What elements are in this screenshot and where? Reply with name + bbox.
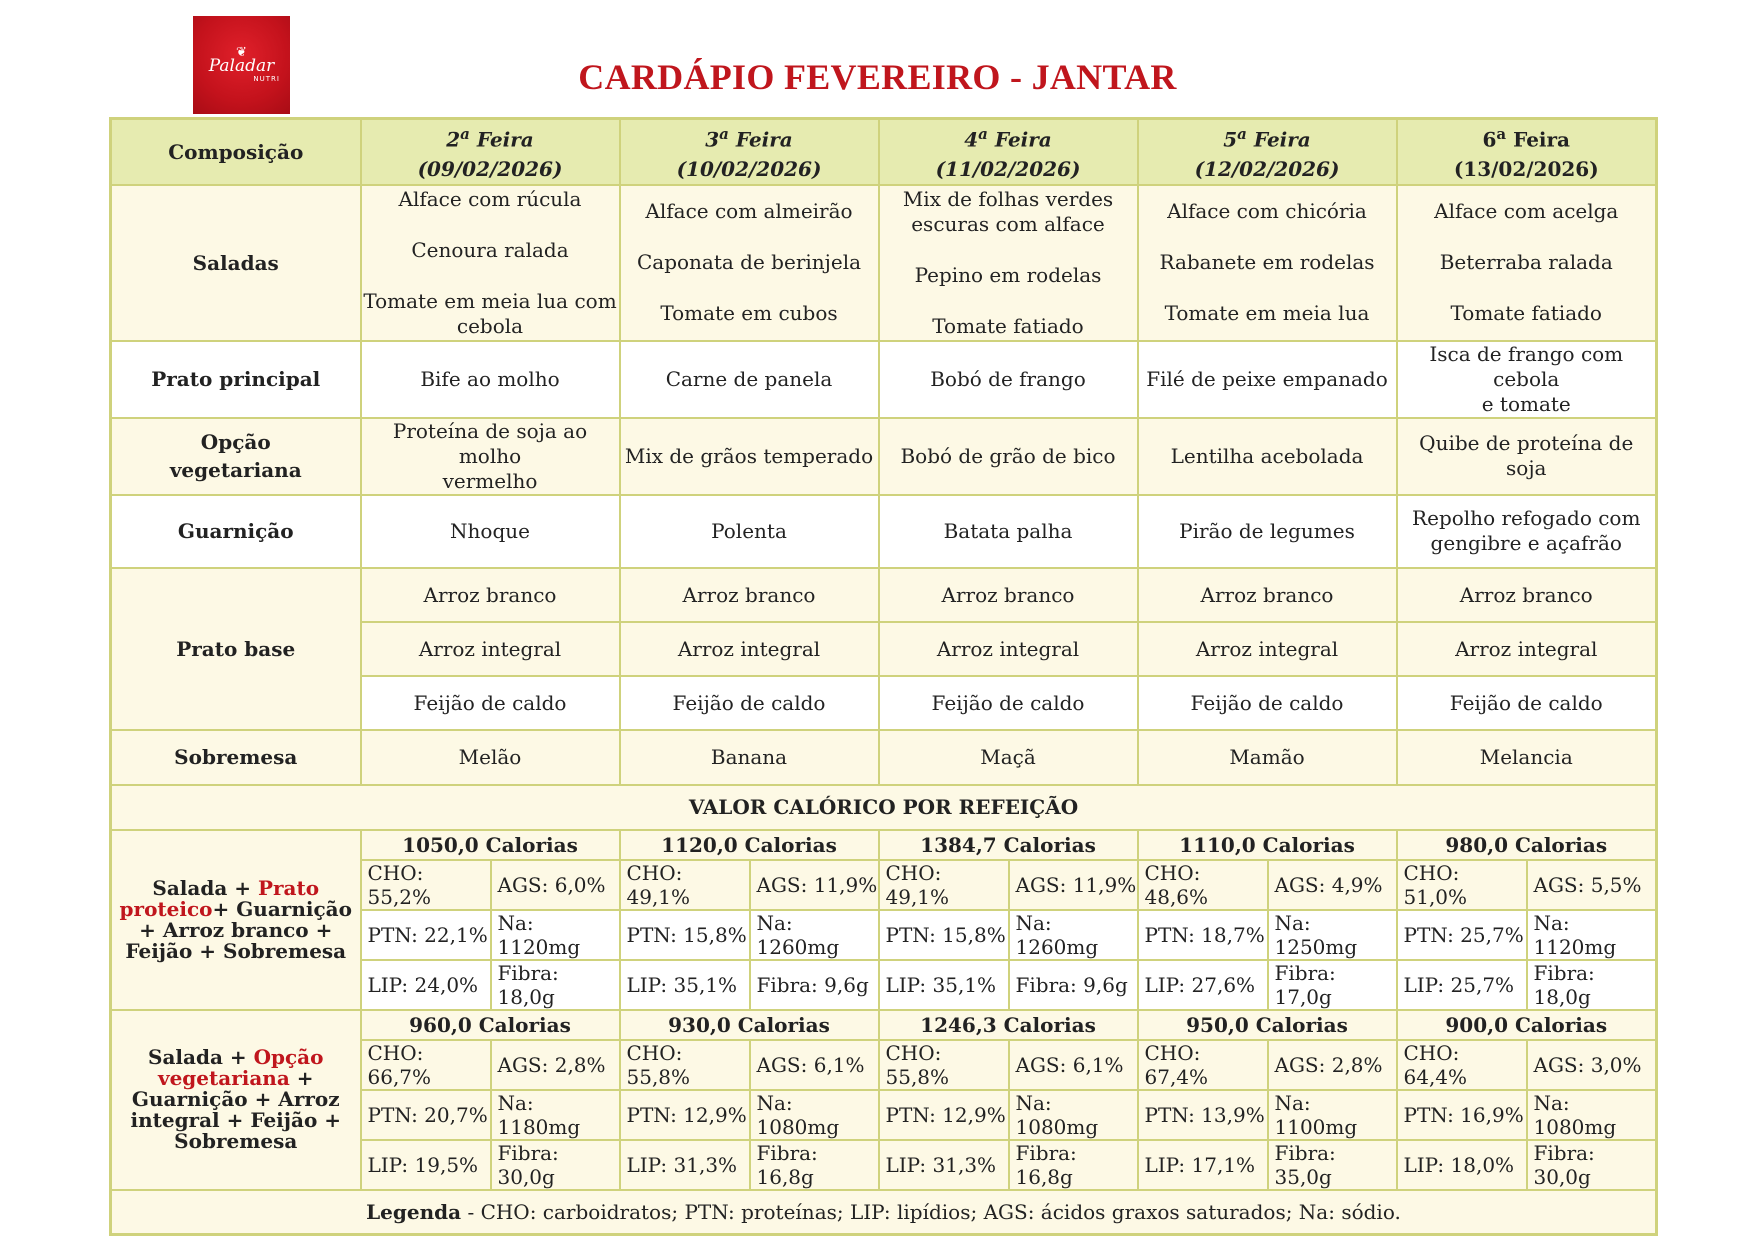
- nutrient-cho: CHO: 67,4%: [1138, 1040, 1268, 1090]
- day-word: Feira: [1246, 127, 1311, 152]
- row-label-text: Guarnição: [177, 519, 294, 544]
- page-title: CARDÁPIO FEVEREIRO - JANTAR: [578, 57, 1177, 97]
- opcao_vegetariana-line: Proteína de soja ao molho: [392, 418, 588, 468]
- leaf-icon: ❦: [236, 45, 247, 60]
- calories-cell: 1246,3 Calorias: [879, 1010, 1138, 1040]
- calories-cell: 1384,7 Calorias: [879, 830, 1138, 860]
- salad-item: Cenoura ralada: [411, 237, 569, 262]
- nutrient-ags: AGS: 2,8%: [491, 1040, 620, 1090]
- legend: [111, 1190, 1657, 1235]
- nutrient-ags: AGS: 11,9%: [750, 860, 879, 910]
- calories-cell: 930,0 Calorias: [620, 1010, 879, 1040]
- prato_principal-cell: [620, 341, 879, 418]
- salad-item: Tomate fatiado: [932, 313, 1084, 338]
- day-ordinal-sup: a: [978, 125, 988, 143]
- meal2-label: [111, 1010, 361, 1190]
- meal-label-text: + Guarnição + Arroz branco + Feijão + Sobremesa: [125, 896, 352, 963]
- prato_principal-cell: [361, 341, 620, 418]
- salad-cell: [361, 185, 620, 341]
- prato-base-cell: Arroz branco: [361, 568, 620, 622]
- nutrient-na: Na: 1080mg: [750, 1090, 879, 1140]
- salad-item: cebola: [456, 313, 524, 338]
- meal-label-text: Salada +: [152, 875, 258, 900]
- nutrient-cho: CHO: 51,0%: [1397, 860, 1527, 910]
- guarnicao-line: Nhoque: [450, 518, 530, 543]
- sobremesa-cell: Banana: [620, 730, 879, 785]
- nutrient-fibra: Fibra: 30,0g: [1527, 1140, 1657, 1190]
- prato_principal-cell: [1138, 341, 1397, 418]
- nutrient-na: Na: 1080mg: [1009, 1090, 1138, 1140]
- salad-cell: [1138, 185, 1397, 341]
- day-header: [620, 119, 879, 185]
- salad-item: Rabanete em rodelas: [1159, 250, 1375, 275]
- meal-label-highlight: Opção vegetariana: [157, 1045, 324, 1091]
- opcao_vegetariana-cell: [1138, 418, 1397, 495]
- nutrient-ags: AGS: 2,8%: [1268, 1040, 1397, 1090]
- opcao_vegetariana-line: Quibe de proteína de soja: [1419, 431, 1634, 481]
- salad-item: Alface com rúcula: [398, 186, 582, 211]
- nutrient-cho: CHO: 64,4%: [1397, 1040, 1527, 1090]
- day-date: (12/02/2026): [1194, 156, 1340, 181]
- nutrient-ags: AGS: 11,9%: [1009, 860, 1138, 910]
- calories-cell: 1050,0 Calorias: [361, 830, 620, 860]
- guarnicao-row: [111, 495, 1657, 568]
- prato-base-cell: Feijão de caldo: [1138, 676, 1397, 730]
- meal2-row: [111, 1010, 1657, 1040]
- nutrient-ptn: PTN: 12,9%: [879, 1090, 1009, 1140]
- row-label-guarnicao: [111, 495, 361, 568]
- guarnicao-cell: [1397, 495, 1657, 568]
- day-date: (11/02/2026): [935, 156, 1081, 181]
- nutrient-lip: LIP: 18,0%: [1397, 1140, 1527, 1190]
- nutrient-fibra: Fibra: 16,8g: [750, 1140, 879, 1190]
- nutrient-ptn: PTN: 15,8%: [620, 910, 750, 960]
- nutrient-lip: LIP: 27,6%: [1138, 960, 1268, 1010]
- sobremesa-row: [111, 730, 1657, 785]
- day-header: [879, 119, 1138, 185]
- salad-item: Beterraba ralada: [1439, 250, 1613, 275]
- nutrient-ags: AGS: 6,1%: [750, 1040, 879, 1090]
- header-row: [111, 119, 1657, 185]
- guarnicao-line: Repolho refogado com: [1412, 506, 1641, 531]
- prato-base-cell: Arroz integral: [1397, 622, 1657, 676]
- row-label-text: vegetariana: [169, 458, 302, 483]
- nutrient-ptn: PTN: 25,7%: [1397, 910, 1527, 960]
- prato_principal-line: Isca de frango com cebola: [1429, 341, 1624, 391]
- salad-item: Tomate em meia lua: [1164, 301, 1370, 326]
- sobremesa-cell: Maçã: [879, 730, 1138, 785]
- prato-base-cell: Arroz branco: [620, 568, 879, 622]
- salad-item: Tomate em cubos: [660, 301, 838, 326]
- nutrient-ags: AGS: 4,9%: [1268, 860, 1397, 910]
- guarnicao-cell: [620, 495, 879, 568]
- opcao-vegetariana-row: [111, 418, 1657, 495]
- nutrient-ags: AGS: 6,0%: [491, 860, 620, 910]
- nutrient-cho: CHO: 49,1%: [879, 860, 1009, 910]
- opcao_vegetariana-cell: [1397, 418, 1657, 495]
- legend-title: Legenda: [366, 1199, 462, 1224]
- saladas-row: [111, 185, 1657, 341]
- nutrient-fibra: Fibra: 35,0g: [1268, 1140, 1397, 1190]
- guarnicao-line: gengibre e açafrão: [1430, 531, 1622, 556]
- day-ordinal: 2: [446, 127, 461, 152]
- day-ordinal: 4: [964, 127, 979, 152]
- day-word: Feira: [728, 127, 793, 152]
- salad-cell: [620, 185, 879, 341]
- day-header: [1397, 119, 1657, 185]
- row-label-text: Opção: [200, 430, 271, 455]
- row-label-saladas: Saladas: [111, 185, 361, 341]
- nutrient-lip: LIP: 17,1%: [1138, 1140, 1268, 1190]
- nutrient-fibra: Fibra: 30,0g: [491, 1140, 620, 1190]
- nutrient-na: Na: 1260mg: [750, 910, 879, 960]
- prato-base-cell: Arroz branco: [1397, 568, 1657, 622]
- nutrient-ags: AGS: 3,0%: [1527, 1040, 1657, 1090]
- prato-base-cell: Feijão de caldo: [879, 676, 1138, 730]
- prato-base-cell: Arroz integral: [1138, 622, 1397, 676]
- nutrient-lip: LIP: 31,3%: [620, 1140, 750, 1190]
- legend-row: [111, 1190, 1657, 1235]
- row-label-prato_principal: [111, 341, 361, 418]
- day-ordinal: 3: [705, 127, 720, 152]
- sobremesa-cell: Melancia: [1397, 730, 1657, 785]
- nutrient-lip: LIP: 35,1%: [620, 960, 750, 1010]
- nutrient-lip: LIP: 19,5%: [361, 1140, 491, 1190]
- nutrient-fibra: Fibra: 9,6g: [750, 960, 879, 1010]
- nutrient-cho: CHO: 55,2%: [361, 860, 491, 910]
- calories-cell: 950,0 Calorias: [1138, 1010, 1397, 1040]
- logo-brand: Paladar: [208, 56, 275, 76]
- nutrient-cho: CHO: 49,1%: [620, 860, 750, 910]
- day-ordinal-sup: a: [1496, 125, 1507, 143]
- nutrient-cho: CHO: 55,8%: [620, 1040, 750, 1090]
- prato_principal-cell: [879, 341, 1138, 418]
- salad-item: Alface com acelga: [1434, 199, 1619, 224]
- prato-base-cell: Arroz branco: [879, 568, 1138, 622]
- opcao_vegetariana-cell: [361, 418, 620, 495]
- nutrient-fibra: Fibra: 17,0g: [1268, 960, 1397, 1010]
- calories-cell: 1110,0 Calorias: [1138, 830, 1397, 860]
- day-word: Feira: [1506, 127, 1571, 152]
- nutrient-na: Na: 1120mg: [1527, 910, 1657, 960]
- day-date: (13/02/2026): [1453, 156, 1599, 181]
- prato-base-cell: Arroz integral: [620, 622, 879, 676]
- salad-cell: [879, 185, 1138, 341]
- day-date: (09/02/2026): [417, 156, 563, 181]
- day-header: [1138, 119, 1397, 185]
- salad-item: Tomate fatiado: [1450, 301, 1602, 326]
- opcao_vegetariana-line: Mix de grãos temperado: [624, 443, 874, 468]
- row-label-sobremesa: Sobremesa: [111, 730, 361, 785]
- prato_principal-line: Bife ao molho: [420, 366, 560, 391]
- nutrient-ptn: PTN: 22,1%: [361, 910, 491, 960]
- nutrient-lip: LIP: 24,0%: [361, 960, 491, 1010]
- meal1-label: [111, 830, 361, 1010]
- calories-cell: 960,0 Calorias: [361, 1010, 620, 1040]
- prato-base-cell: Arroz branco: [1138, 568, 1397, 622]
- salad-item: Mix de folhas verdes: [902, 186, 1114, 211]
- day-ordinal: 5: [1223, 127, 1238, 152]
- nutrient-fibra: Fibra: 18,0g: [1527, 960, 1657, 1010]
- day-word: Feira: [469, 127, 534, 152]
- day-word: Feira: [987, 127, 1052, 152]
- logo-sub: NUTRI: [253, 75, 280, 83]
- opcao_vegetariana-line: Bobó de grão de bico: [900, 443, 1116, 468]
- nutrient-na: Na: 1260mg: [1009, 910, 1138, 960]
- salad-cell: [1397, 185, 1657, 341]
- row-label-prato-base: Prato base: [111, 568, 361, 730]
- prato-principal-row: [111, 341, 1657, 418]
- nutrient-lip: LIP: 25,7%: [1397, 960, 1527, 1010]
- nutrient-ptn: PTN: 20,7%: [361, 1090, 491, 1140]
- salad-item: Alface com almeirão: [645, 199, 853, 224]
- nutrient-na: Na: 1180mg: [491, 1090, 620, 1140]
- prato-base-cell: Feijão de caldo: [620, 676, 879, 730]
- salad-item: Pepino em rodelas: [914, 262, 1102, 287]
- prato_principal-line: Filé de peixe empanado: [1146, 366, 1388, 391]
- nutrient-fibra: Fibra: 18,0g: [491, 960, 620, 1010]
- nutrient-ptn: PTN: 16,9%: [1397, 1090, 1527, 1140]
- meal-label-highlight: Prato proteico: [119, 875, 320, 921]
- guarnicao-line: Polenta: [711, 518, 787, 543]
- opcao_vegetariana-cell: [620, 418, 879, 495]
- guarnicao-line: Batata palha: [943, 518, 1073, 543]
- day-ordinal: 6: [1482, 127, 1497, 152]
- prato_principal-cell: [1397, 341, 1657, 418]
- composicao-header: Composição: [111, 119, 361, 185]
- nutrient-ags: AGS: 6,1%: [1009, 1040, 1138, 1090]
- guarnicao-cell: [879, 495, 1138, 568]
- sobremesa-cell: Mamão: [1138, 730, 1397, 785]
- nutrient-na: Na: 1120mg: [491, 910, 620, 960]
- prato-base-cell: Feijão de caldo: [1397, 676, 1657, 730]
- meal-label-text: Salada +: [148, 1045, 254, 1070]
- nutrient-cho: CHO: 66,7%: [361, 1040, 491, 1090]
- row-label-opcao_vegetariana: [111, 418, 361, 495]
- prato_principal-line: Bobó de frango: [930, 366, 1086, 391]
- sobremesa-cell: Melão: [361, 730, 620, 785]
- day-date: (10/02/2026): [676, 156, 822, 181]
- guarnicao-cell: [361, 495, 620, 568]
- guarnicao-line: Pirão de legumes: [1179, 518, 1355, 543]
- prato_principal-line: e tomate: [1481, 391, 1571, 416]
- nutrient-ptn: PTN: 18,7%: [1138, 910, 1268, 960]
- meal-label-text: + Guarnição + Arroz integral + Feijão + Sobremesa: [130, 1066, 342, 1154]
- prato-base-cell: Arroz integral: [879, 622, 1138, 676]
- nutrient-ptn: PTN: 12,9%: [620, 1090, 750, 1140]
- nutrient-na: Na: 1250mg: [1268, 910, 1397, 960]
- prato-base-row: [111, 568, 1657, 622]
- opcao_vegetariana-line: vermelho: [442, 468, 538, 493]
- salad-item: Caponata de berinjela: [636, 250, 862, 275]
- day-header: [361, 119, 620, 185]
- salad-item: Tomate em meia lua com: [363, 288, 617, 313]
- nutrient-ptn: PTN: 15,8%: [879, 910, 1009, 960]
- prato_principal-line: Carne de panela: [665, 366, 833, 391]
- nutrient-lip: LIP: 31,3%: [879, 1140, 1009, 1190]
- guarnicao-cell: [1138, 495, 1397, 568]
- prato-base-cell: Feijão de caldo: [361, 676, 620, 730]
- nutrient-ags: AGS: 5,5%: [1527, 860, 1657, 910]
- opcao_vegetariana-line: Lentilha acebolada: [1170, 443, 1364, 468]
- row-label-text: Prato principal: [151, 367, 321, 392]
- prato-base-cell: Arroz integral: [361, 622, 620, 676]
- salad-item: Alface com chicória: [1167, 199, 1367, 224]
- legend-text: - CHO: carboidratos; PTN: proteínas; LIP: lipídios; AGS: ácidos graxos saturados; Na: sódio.: [461, 1199, 1401, 1224]
- nutrient-na: Na: 1100mg: [1268, 1090, 1397, 1140]
- nutrient-cho: CHO: 55,8%: [879, 1040, 1009, 1090]
- nutrient-lip: LIP: 35,1%: [879, 960, 1009, 1010]
- salad-item: escuras com alface: [911, 211, 1105, 236]
- opcao_vegetariana-cell: [879, 418, 1138, 495]
- calories-cell: 1120,0 Calorias: [620, 830, 879, 860]
- valor-calorico-row: [111, 785, 1657, 830]
- nutrient-na: Na: 1080mg: [1527, 1090, 1657, 1140]
- valor-calorico-title: VALOR CALÓRICO POR REFEIÇÃO: [111, 785, 1657, 830]
- nutrient-ptn: PTN: 13,9%: [1138, 1090, 1268, 1140]
- calories-cell: 980,0 Calorias: [1397, 830, 1657, 860]
- day-ordinal-sup: a: [460, 125, 470, 143]
- day-ordinal-sup: a: [1237, 125, 1247, 143]
- meal1-row: [111, 830, 1657, 860]
- day-ordinal-sup: a: [719, 125, 729, 143]
- nutrient-fibra: Fibra: 9,6g: [1009, 960, 1138, 1010]
- menu-table: [109, 117, 1658, 1236]
- nutrient-fibra: Fibra: 16,8g: [1009, 1140, 1138, 1190]
- nutrient-cho: CHO: 48,6%: [1138, 860, 1268, 910]
- calories-cell: 900,0 Calorias: [1397, 1010, 1657, 1040]
